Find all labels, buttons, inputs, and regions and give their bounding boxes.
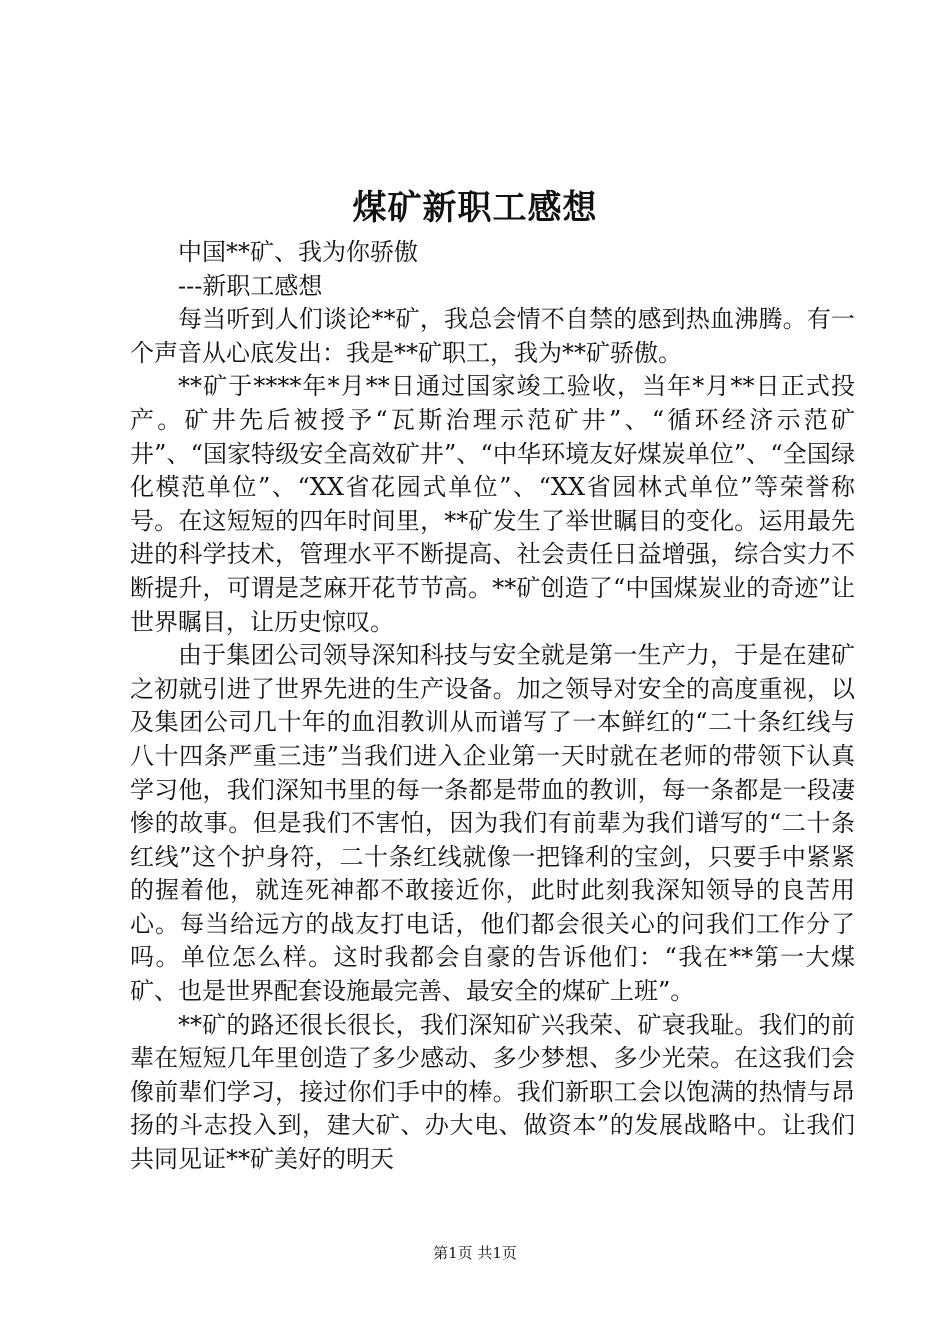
document-body bbox=[130, 236, 855, 1177]
paragraph: **矿的路还很长很长，我们深知矿兴我荣、矿衰我耻。我们的前辈在短短几年里创造了多少感动、多少梦想、多少光荣。在这我们会像前辈们学习，接过你们手中的棒。我们新职工会以饱满的热情与昂扬的斗志投入到，建大矿、办大电、做资本”的发展战略中。让我们共同见证**矿美好的明天 bbox=[130, 1010, 855, 1174]
paragraph: 中国**矿、我为你骄傲 bbox=[178, 238, 418, 266]
document-title: 煤矿新职工感想 bbox=[352, 188, 598, 228]
paragraph: 由于集团公司领导深知科技与安全就是第一生产力，于是在建矿之初就引进了世界先进的生产设备。加之领导对安全的高度重视，以及集团公司几十年的血泪教训从而谱写了一本鲜红的“二十条红线与八十四条严重三违”当我们进入企业第一天时就在老师的带领下认真学习他，我们深知书里的每一条都是带血的教训，每一条都是一段凄惨的故事。但是我们不害怕，因为我们有前辈为我们谱写的“二十条红线”这个护身符，二十条红线就像一把锋利的宝剑，只要手中紧紧的握着他，就连死神都不敢接近你，此时此刻我深知领导的良苦用心。每当给远方的战友打电话，他们都会很关心的问我们工作分了吗。单位怎么样。这时我都会自豪的告诉他们：“我在**第一大煤矿、也是世界配套设施最完善、最安全的煤矿上班”。 bbox=[130, 641, 855, 1006]
page-number-footer: 第1页 共1页 bbox=[433, 1244, 517, 1262]
paragraph: ---新职工感想 bbox=[178, 271, 323, 300]
paragraph: 每当听到人们谈论**矿，我总会情不自禁的感到热血沸腾。有一个声音从心底发出：我是**矿职工，我为**矿骄傲。 bbox=[130, 305, 855, 367]
paragraph: **矿于****年*月**日通过国家竣工验收，当年*月**日正式投产。矿井先后被授予“瓦斯治理示范矿井”、“循环经济示范矿井”、“国家特级安全高效矿井”、“中华环境友好煤炭单位”、“全国绿化模范单位”、“XX省花园式单位”、“XX省园林式单位”等荣誉称号。在这短短的四年时间里，**矿发生了举世瞩目的变化。运用最先进的科学技术，管理水平不断提高、社会责任日益增强，综合实力不断提升，可谓是芝麻开花节节高。**矿创造了“中国煤炭业的奇迹”让世界瞩目，让历史惊叹。 bbox=[130, 372, 855, 636]
